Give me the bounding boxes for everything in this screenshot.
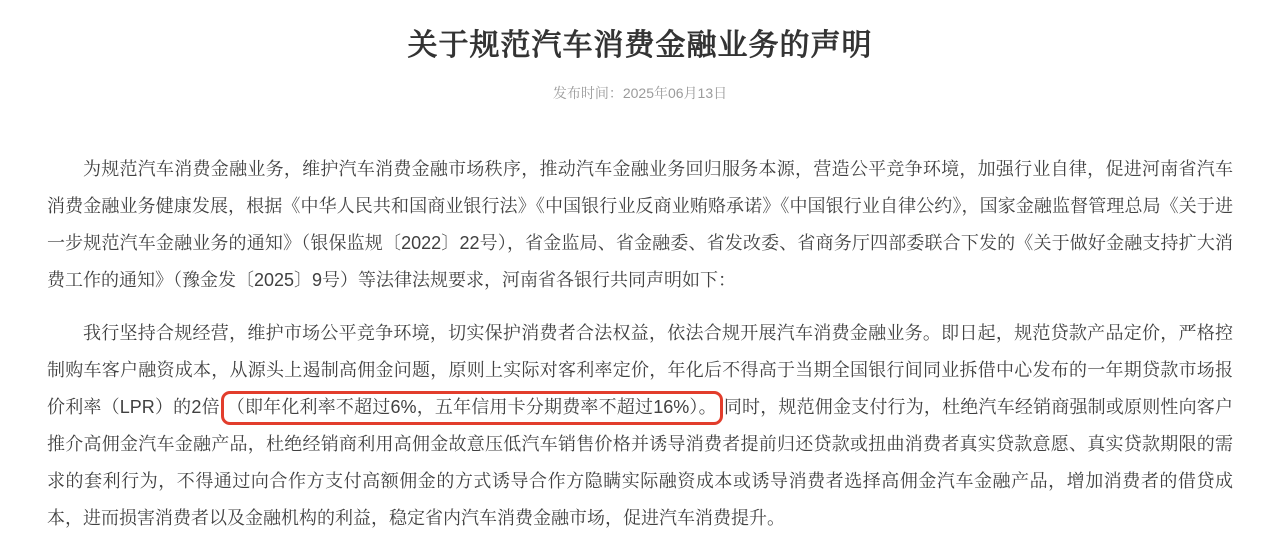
highlight-box [221,391,723,425]
paragraph-legal-basis: 为规范汽车消费金融业务，维护汽车消费金融市场秩序，推动汽车金融业务回归服务本源，营造公平竞争环境，加强行业自律，促进河南省汽车消费金融业务健康发展，根据《中华人民共和国商业银行法》《中国银行业反商业贿赂承诺》《中国银行业自律公约》，国家金融监督管理总局《关于进一步规范汽车金融业务的通知》（银保监规〔2022〕22号），省金监局、省金融委、省发改委、省商务厅四部委联合下发的《关于做好金融支持扩大消费工作的通知》（豫金发〔2025〕9号）等法律法规要求，河南省各银行共同声明如下： [47,159,1233,290]
article-body [47,151,1233,537]
paragraph-commitments-text-after: 同时，规范佣金支付行为，杜绝汽车经销商强制或原则性向客户推介高佣金汽车金融产品，杜绝经销商利用高佣金故意压低汽车销售价格并诱导消费者提前归还贷款或扭曲消费者真实贷款意愿、真实贷款期限的需求的套利行为，不得通过向合作方支付高额佣金的方式诱导合作方隐瞒实际融资成本或诱导消费者选择高佣金汽车金融产品，增加消费者的借贷成本，进而损害消费者以及金融机构的利益，稳定省内汽车消费金融市场，促进汽车消费提升。 [47,397,1234,528]
paragraph-commitments [47,315,1233,537]
rate-cap-highlight-text: （即年化利率不超过6%，五年信用卡分期费率不超过16%）。 [226,397,717,417]
paragraph-commitments-text-before: 我行坚持合规经营，维护市场公平竞争环境，切实保护消费者合法权益，依法合规开展汽车消费金融业务。即日起，规范贷款产品定价，严格控制购车客户融资成本，从源头上遏制高佣金问题，原则上实际对客利率定价，年化后不得高于当期全国银行间同业拆借中心发布的一年期贷款市场报价利率（LPR）的2倍 [47,323,1233,417]
publish-date: 发布时间：2025年06月13日 [552,85,728,101]
page-title: 关于规范汽车消费金融业务的声明 [407,29,873,62]
